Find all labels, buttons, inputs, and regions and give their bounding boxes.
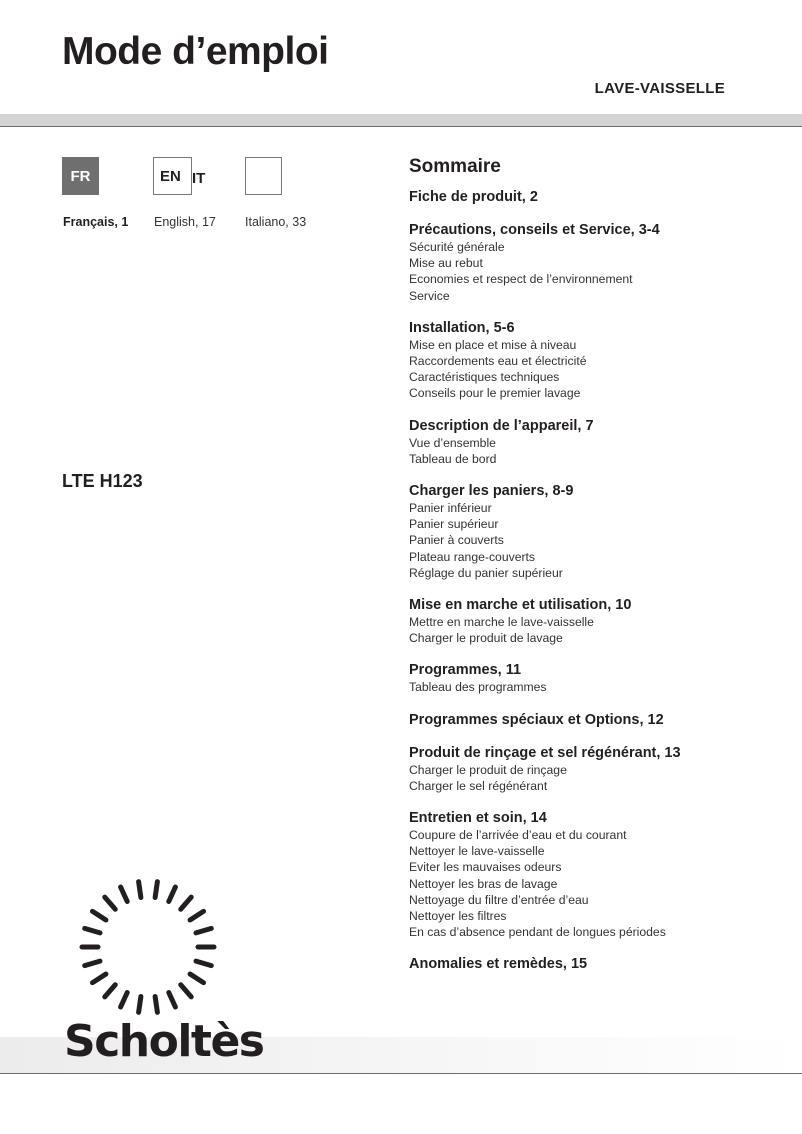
toc-item: Sécurité générale [409, 240, 505, 254]
language-box-it[interactable] [245, 157, 282, 195]
toc-item: En cas d’absence pendant de longues périodes [409, 925, 666, 940]
sun-ray-mark [121, 887, 128, 902]
document-subtitle: LAVE-VAISSELLE [594, 80, 725, 97]
sun-ray-mark [190, 974, 203, 983]
toc-section [409, 319, 794, 402]
toc-item: Charger le produit de lavage [409, 631, 563, 646]
toc-item: Nettoyer les filtres [409, 909, 507, 924]
toc-item: Conseils pour le premier lavage [409, 386, 581, 401]
toc-section-title[interactable]: Mise en marche et utilisation, 10 [409, 597, 632, 614]
toc-section-title[interactable]: Programmes, 11 [409, 662, 522, 679]
header-band [0, 114, 802, 126]
toc-section [409, 188, 794, 206]
toc-heading: Sommaire [409, 156, 501, 177]
toc-section [409, 744, 794, 794]
language-label-fr: Français, 1 [63, 215, 129, 229]
sun-rays-logo-icon [60, 876, 235, 1016]
toc-item: Charger le produit de rinçage [409, 762, 567, 777]
sun-ray-mark [92, 974, 105, 983]
toc-section [409, 417, 794, 467]
language-code-en: EN [160, 167, 181, 185]
sun-ray-mark [196, 928, 211, 933]
toc-item: Plateau range-couverts [409, 549, 536, 564]
toc-item: Vue d’ensemble [409, 435, 496, 450]
toc-item: Charger le sel régénérant [409, 778, 548, 793]
language-box-fr[interactable]: FR [62, 157, 99, 195]
language-box-en[interactable] [153, 157, 192, 195]
toc-item: Tableau des programmes [409, 680, 547, 695]
sun-ray-mark [169, 887, 176, 902]
brand-logo [60, 876, 264, 1067]
language-label-it: Italiano, 33 [245, 215, 307, 229]
sun-ray-mark [190, 911, 203, 920]
page-title: Mode d’emploi [62, 30, 329, 73]
sun-ray-mark [105, 985, 115, 997]
toc-section [409, 955, 794, 973]
toc-section-title[interactable]: Entretien et soin, 14 [409, 810, 547, 827]
toc-section [409, 482, 794, 581]
toc-section-title[interactable]: Description de l’appareil, 7 [409, 417, 594, 434]
sun-ray-mark [155, 882, 157, 898]
sun-ray-mark [181, 897, 191, 909]
toc-section [409, 711, 794, 729]
toc-item: Caractéristiques techniques [409, 370, 560, 385]
toc-item: Panier inférieur [409, 501, 492, 516]
sun-ray-mark [85, 928, 100, 933]
sun-ray-mark [105, 897, 115, 909]
table-of-contents [409, 156, 794, 988]
sun-ray-mark [92, 911, 105, 920]
toc-section-title[interactable]: Installation, 5-6 [409, 319, 515, 336]
toc-section-title[interactable]: Charger les paniers, 8-9 [409, 483, 574, 500]
toc-item: Coupure de l’arrivée d’eau et du courant [409, 828, 627, 843]
toc-section-title[interactable]: Précautions, conseils et Service, 3-4 [409, 222, 660, 238]
header-divider [0, 126, 802, 127]
toc-section [409, 596, 794, 646]
toc-item: Nettoyage du filtre d’entrée d’eau [409, 892, 589, 907]
language-code-it: IT [192, 170, 206, 187]
sun-ray-mark [121, 992, 128, 1007]
language-label-en: English, 17 [154, 215, 216, 229]
toc-item: Mise au rebut [409, 256, 483, 271]
toc-section-title[interactable]: Fiche de produit, 2 [409, 189, 538, 205]
toc-item: Service [409, 288, 450, 303]
toc-section-title[interactable]: Anomalies et remèdes, 15 [409, 956, 588, 973]
toc-section [409, 809, 794, 940]
toc-item: Economies et respect de l’environnement [409, 272, 633, 287]
toc-item: Eviter les mauvaises odeurs [409, 860, 562, 875]
sun-ray-mark [169, 992, 176, 1007]
toc-item: Nettoyer les bras de lavage [409, 876, 558, 891]
toc-section-title[interactable]: Produit de rinçage et sel régénérant, 13 [409, 744, 681, 761]
toc-item: Réglage du panier supérieur [409, 565, 563, 580]
sun-ray-mark [85, 961, 100, 966]
toc-section-title[interactable]: Programmes spéciaux et Options, 12 [409, 711, 664, 728]
toc-item: Mise en place et mise à niveau [409, 337, 577, 352]
toc-section [409, 661, 794, 695]
toc-item: Panier supérieur [409, 517, 499, 532]
toc-item: Mettre en marche le lave-vaisselle [409, 615, 594, 630]
sun-ray-mark [139, 882, 141, 898]
footer-divider [0, 1073, 802, 1074]
sun-ray-mark [181, 985, 191, 997]
toc-item: Nettoyer le lave-vaisselle [409, 844, 545, 859]
sun-ray-mark [139, 996, 141, 1012]
sun-ray-mark [196, 961, 211, 966]
toc-item: Tableau de bord [409, 451, 497, 466]
brand-name: Scholtès [64, 1016, 264, 1067]
sun-ray-mark [155, 996, 157, 1012]
model-number: LTE H123 [62, 471, 143, 491]
toc-section [409, 221, 794, 304]
toc-item: Raccordements eau et électricité [409, 354, 587, 369]
toc-item: Panier à couverts [409, 533, 504, 548]
